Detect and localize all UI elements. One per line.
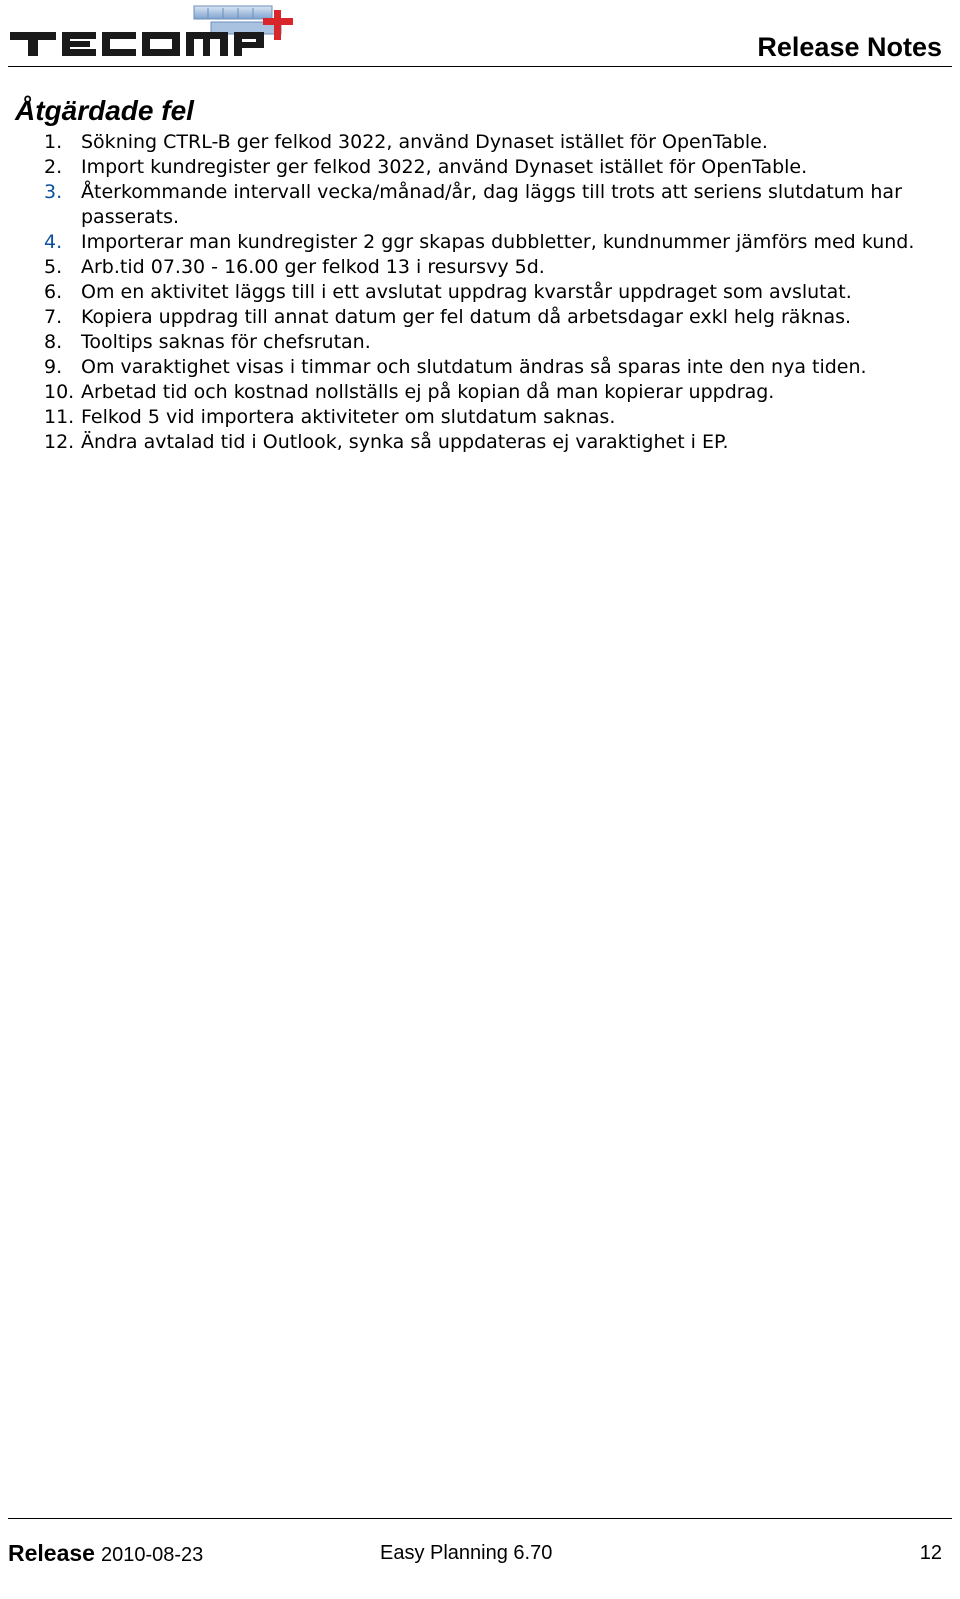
list-item-text: Importerar man kundregister 2 ggr skapas dubbletter, kundnummer jämförs med kund. — [81, 231, 915, 253]
list-item-text: Arb.tid 07.30 - 16.00 ger felkod 13 i resursvy 5d. — [81, 256, 545, 278]
tecomp-logo — [8, 4, 298, 64]
list-item — [0, 355, 960, 380]
list-item — [0, 430, 960, 455]
list-item-number: 4. — [44, 231, 63, 253]
fixed-bugs-list — [0, 130, 960, 455]
list-item — [0, 330, 960, 355]
list-item — [0, 130, 960, 155]
footer-divider — [8, 1518, 952, 1519]
footer-product: Easy Planning 6.70 — [380, 1542, 553, 1564]
section-title: Åtgärdade fel — [15, 95, 194, 126]
list-item — [0, 305, 960, 330]
footer-release — [8, 1540, 203, 1567]
list-item-text: Om varaktighet visas i timmar och slutdatum ändras så sparas inte den nya tiden. — [81, 356, 867, 378]
list-item — [0, 230, 960, 255]
list-item-number: 6. — [44, 281, 63, 303]
list-item — [0, 180, 960, 230]
list-item-text: Tooltips saknas för chefsrutan. — [81, 331, 371, 353]
list-item-number: 2. — [44, 156, 63, 178]
list-item-text: Import kundregister ger felkod 3022, använd Dynaset istället för OpenTable. — [81, 156, 808, 178]
footer-page-number: 12 — [919, 1542, 942, 1564]
footer-date: 2010-08-23 — [100, 1544, 204, 1566]
list-item-text: Arbetad tid och kostnad nollställs ej på kopian då man kopierar uppdrag. — [81, 381, 775, 403]
list-item-text: Återkommande intervall vecka/månad/år, dag läggs till trots att seriens slutdatum har passerats. — [81, 181, 902, 228]
page-header — [0, 0, 960, 70]
list-item-text: Felkod 5 vid importera aktiviteter om slutdatum saknas. — [81, 406, 616, 428]
list-item-text: Kopiera uppdrag till annat datum ger fel datum då arbetsdagar exkl helg räknas. — [81, 306, 852, 328]
list-item-text: Sökning CTRL-B ger felkod 3022, använd Dynaset istället för OpenTable. — [81, 131, 768, 153]
page-footer — [8, 1540, 942, 1570]
list-item-number: 9. — [44, 356, 63, 378]
list-item-number: 1. — [44, 131, 63, 153]
list-item — [0, 280, 960, 305]
list-item-text: Om en aktivitet läggs till i ett avslutat uppdrag kvarstår uppdraget som avslutat. — [81, 281, 852, 303]
list-item — [0, 380, 960, 405]
header-title: Release Notes — [757, 32, 942, 62]
list-item-number: 5. — [44, 256, 63, 278]
list-item-number: 3. — [44, 181, 63, 203]
list-item — [0, 405, 960, 430]
header-divider — [8, 66, 952, 67]
list-item-number: 12. — [44, 431, 75, 453]
list-item-number: 10. — [44, 381, 75, 403]
list-item-number: 8. — [44, 331, 63, 353]
list-item — [0, 255, 960, 280]
list-item — [0, 155, 960, 180]
footer-release-label: Release — [8, 1540, 95, 1566]
list-item-number: 7. — [44, 306, 63, 328]
list-item-text: Ändra avtalad tid i Outlook, synka så uppdateras ej varaktighet i EP. — [81, 431, 729, 453]
list-item-number: 11. — [44, 406, 75, 428]
